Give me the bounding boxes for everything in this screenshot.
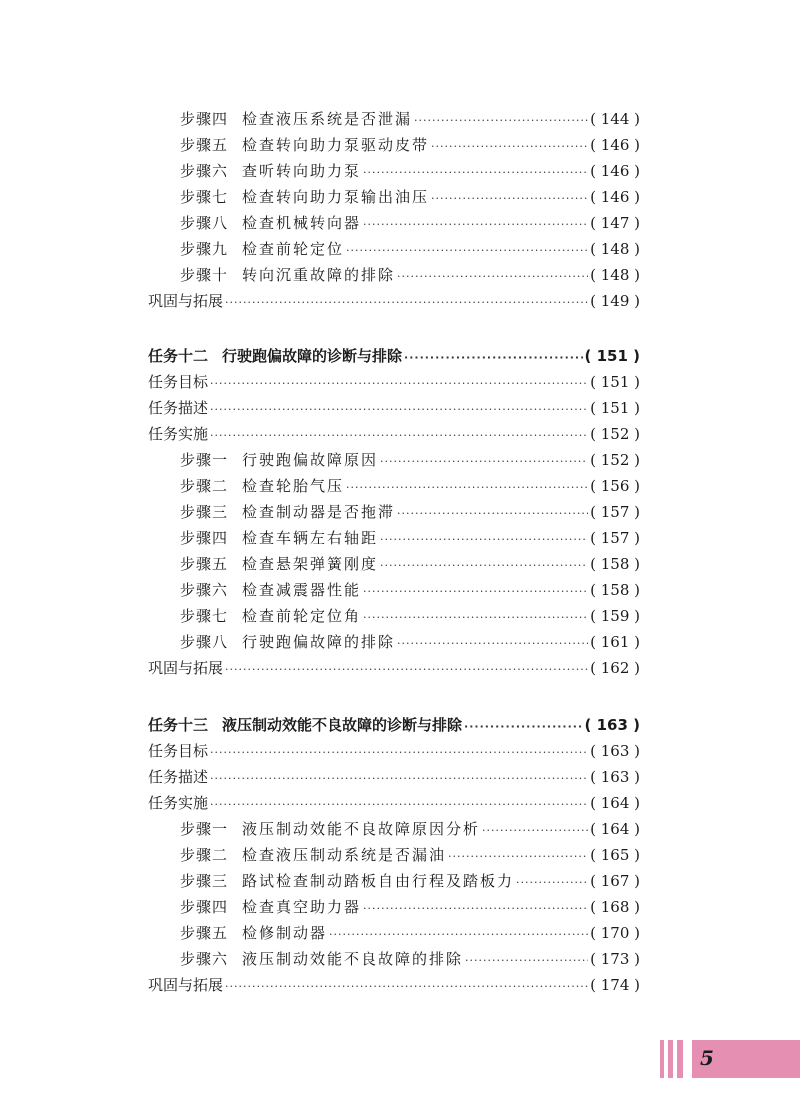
toc-entry-title: 路试检查制动踏板自由行程及踏板力: [242, 872, 515, 890]
toc-entry-page: ( 173 ): [590, 950, 640, 968]
toc-entry-label: 步骤九: [180, 240, 229, 258]
decorative-bar: [668, 1040, 673, 1078]
toc-entry-page: ( 156 ): [590, 477, 640, 495]
toc-entry-section[interactable]: [148, 290, 640, 314]
toc-entry-page: ( 164 ): [590, 820, 640, 838]
toc-entry-title: 检查液压系统是否泄漏: [242, 110, 413, 128]
toc-entry-page: ( 159 ): [590, 607, 640, 625]
toc-entry-page: ( 158 ): [590, 555, 640, 573]
toc-entry-label: 步骤一: [180, 820, 229, 838]
toc-entry-title: 查听转向助力泵: [242, 162, 362, 180]
leader-dots: [380, 555, 588, 577]
toc-entry-page: ( 144 ): [590, 110, 640, 128]
leader-dots: [210, 768, 588, 790]
leader-dots: [397, 503, 588, 525]
toc-entry-page: ( 157 ): [590, 529, 640, 547]
toc-entry-step[interactable]: [180, 896, 640, 920]
toc-entry-step[interactable]: [180, 212, 640, 236]
toc-entry-title: 行驶跑偏故障原因: [242, 451, 379, 469]
toc-entry-title: 检查前轮定位角: [242, 607, 362, 625]
leader-dots: [414, 110, 588, 132]
leader-dots: [363, 162, 588, 184]
toc-entry-title: 检查转向助力泵输出油压: [242, 188, 430, 206]
leader-dots: [380, 529, 588, 551]
toc-entry-page: ( 151 ): [584, 347, 640, 365]
leader-dots: [482, 820, 588, 842]
toc-entry-title: 检查悬架弹簧刚度: [242, 555, 379, 573]
toc-entry-label: 步骤六: [180, 162, 229, 180]
toc-entry-title: 液压制动效能不良故障的排除: [242, 950, 464, 968]
toc-entry-section[interactable]: [148, 974, 640, 998]
toc-entry-title: 检查减震器性能: [242, 581, 362, 599]
toc-entry-section[interactable]: [148, 397, 640, 421]
toc-entry-task[interactable]: [148, 345, 640, 369]
toc-entry-step[interactable]: [180, 605, 640, 629]
toc-entry-title: 行驶跑偏故障的排除: [242, 633, 396, 651]
toc-entry-title: 检查真空助力器: [242, 898, 362, 916]
toc-entry-page: ( 174 ): [590, 976, 640, 994]
toc-entry-title: 转向沉重故障的排除: [242, 266, 396, 284]
toc-entry-label: 步骤一: [180, 451, 229, 469]
toc-entry-step[interactable]: [180, 475, 640, 499]
leader-dots: [329, 924, 588, 946]
leader-dots: [363, 214, 588, 236]
leader-dots: [363, 581, 588, 603]
toc-entry-section[interactable]: [148, 657, 640, 681]
toc-entry-label: 步骤二: [180, 477, 229, 495]
toc-entry-step[interactable]: [180, 579, 640, 603]
toc-entry-title: 任务实施: [148, 425, 209, 443]
toc-entry-page: ( 168 ): [590, 898, 640, 916]
leader-dots: [397, 633, 588, 655]
leader-dots: [210, 399, 588, 421]
leader-dots: [363, 898, 588, 920]
leader-dots: [225, 659, 588, 681]
toc-entry-label: 步骤四: [180, 898, 229, 916]
toc-entry-step[interactable]: [180, 922, 640, 946]
toc-entry-title: 检修制动器: [242, 924, 328, 942]
toc-entry-page: ( 147 ): [590, 214, 640, 232]
toc-entry-page: ( 158 ): [590, 581, 640, 599]
toc-entry-step[interactable]: [180, 108, 640, 132]
toc-entry-title: 检查转向助力泵驱动皮带: [242, 136, 430, 154]
toc-entry-page: ( 146 ): [590, 136, 640, 154]
toc-entry-label: 步骤五: [180, 555, 229, 573]
toc-entry-title: 检查机械转向器: [242, 214, 362, 232]
page-number-tab: [660, 1040, 800, 1078]
toc-entry-page: ( 148 ): [590, 240, 640, 258]
toc-entry-label: 步骤六: [180, 581, 229, 599]
toc-entry-title: 检查车辆左右轴距: [242, 529, 379, 547]
toc-entry-title: 行驶跑偏故障的诊断与排除: [222, 347, 403, 365]
page-number: 5: [700, 1046, 714, 1070]
toc-entry-page: ( 162 ): [590, 659, 640, 677]
toc-entry-page: ( 163 ): [590, 768, 640, 786]
toc-entry-step[interactable]: [180, 238, 640, 262]
toc-entry-page: ( 157 ): [590, 503, 640, 521]
leader-dots: [404, 347, 583, 369]
leader-dots: [465, 950, 588, 972]
toc-entry-page: ( 163 ): [590, 742, 640, 760]
toc-entry-page: ( 170 ): [590, 924, 640, 942]
toc-entry-page: ( 146 ): [590, 188, 640, 206]
toc-entry-page: ( 163 ): [584, 716, 640, 734]
toc-entry-label: 步骤十: [180, 266, 229, 284]
toc-entry-label: 步骤五: [180, 136, 229, 154]
toc-entry-label: 步骤四: [180, 110, 229, 128]
leader-dots: [225, 976, 588, 998]
toc-entry-label: 步骤三: [180, 503, 229, 521]
toc-entry-title: 巩固与拓展: [148, 659, 224, 677]
toc-entry-task[interactable]: [148, 714, 640, 738]
toc-entry-step[interactable]: [180, 134, 640, 158]
toc-entry-label: 步骤七: [180, 607, 229, 625]
toc-entry-page: ( 161 ): [590, 633, 640, 651]
toc-entry-page: ( 165 ): [590, 846, 640, 864]
toc-entry-step[interactable]: [180, 870, 640, 894]
toc-entry-page: ( 146 ): [590, 162, 640, 180]
toc-entry-label: 步骤八: [180, 214, 229, 232]
toc-entry-label: 步骤五: [180, 924, 229, 942]
toc-entry-step[interactable]: [180, 160, 640, 184]
toc-entry-step[interactable]: [180, 449, 640, 473]
decorative-bar: [677, 1040, 683, 1078]
toc-entry-page: ( 148 ): [590, 266, 640, 284]
leader-dots: [210, 794, 588, 816]
toc-entry-page: ( 152 ): [590, 425, 640, 443]
toc-entry-title: 液压制动效能不良故障的诊断与排除: [222, 716, 463, 734]
toc-entry-step[interactable]: [180, 818, 640, 842]
toc-entry-step[interactable]: [180, 527, 640, 551]
toc-entry-page: ( 152 ): [590, 451, 640, 469]
toc-entry-section[interactable]: [148, 766, 640, 790]
toc-entry-title: 任务目标: [148, 742, 209, 760]
toc-entry-step[interactable]: [180, 553, 640, 577]
leader-dots: [346, 240, 588, 262]
leader-dots: [210, 742, 588, 764]
toc-entry-title: 任务目标: [148, 373, 209, 391]
leader-dots: [448, 846, 588, 868]
toc-entry-section[interactable]: [148, 371, 640, 395]
toc-entry-step[interactable]: [180, 631, 640, 655]
toc-entry-title: 巩固与拓展: [148, 292, 224, 310]
toc-entry-section[interactable]: [148, 792, 640, 816]
leader-dots: [464, 716, 583, 738]
toc-entry-title: 检查前轮定位: [242, 240, 345, 258]
toc-entry-step[interactable]: [180, 186, 640, 210]
leader-dots: [397, 266, 588, 288]
toc-entry-step[interactable]: [180, 948, 640, 972]
toc-entry-label: 步骤六: [180, 950, 229, 968]
toc-entry-page: ( 164 ): [590, 794, 640, 812]
toc-entry-page: ( 167 ): [590, 872, 640, 890]
toc-entry-step[interactable]: [180, 844, 640, 868]
toc-entry-label: 步骤四: [180, 529, 229, 547]
toc-entry-label: 步骤七: [180, 188, 229, 206]
leader-dots: [516, 872, 588, 894]
leader-dots: [380, 451, 588, 473]
toc-entry-section[interactable]: [148, 740, 640, 764]
toc-entry-title: 巩固与拓展: [148, 976, 224, 994]
toc-entry-section[interactable]: [148, 423, 640, 447]
toc-entry-label: 步骤二: [180, 846, 229, 864]
leader-dots: [431, 188, 588, 210]
toc-entry-label: 步骤八: [180, 633, 229, 651]
leader-dots: [363, 607, 588, 629]
toc-entry-label: 任务十三: [148, 716, 209, 734]
toc-entry-title: 检查轮胎气压: [242, 477, 345, 495]
toc-entry-page: ( 151 ): [590, 399, 640, 417]
toc-entry-step[interactable]: [180, 501, 640, 525]
toc-entry-title: 检查制动器是否拖滞: [242, 503, 396, 521]
leader-dots: [225, 292, 588, 314]
toc-entry-label: 任务十二: [148, 347, 209, 365]
toc-entry-label: 步骤三: [180, 872, 229, 890]
decorative-bar: [660, 1040, 664, 1078]
toc-entry-title: 任务描述: [148, 399, 209, 417]
leader-dots: [210, 373, 588, 395]
leader-dots: [346, 477, 588, 499]
toc-entry-page: ( 151 ): [590, 373, 640, 391]
toc-entry-title: 任务实施: [148, 794, 209, 812]
toc-entry-step[interactable]: [180, 264, 640, 288]
leader-dots: [210, 425, 588, 447]
toc-entry-title: 检查液压制动系统是否漏油: [242, 846, 447, 864]
toc-entry-page: ( 149 ): [590, 292, 640, 310]
toc-entry-title: 任务描述: [148, 768, 209, 786]
toc-entry-title: 液压制动效能不良故障原因分析: [242, 820, 481, 838]
leader-dots: [431, 136, 588, 158]
